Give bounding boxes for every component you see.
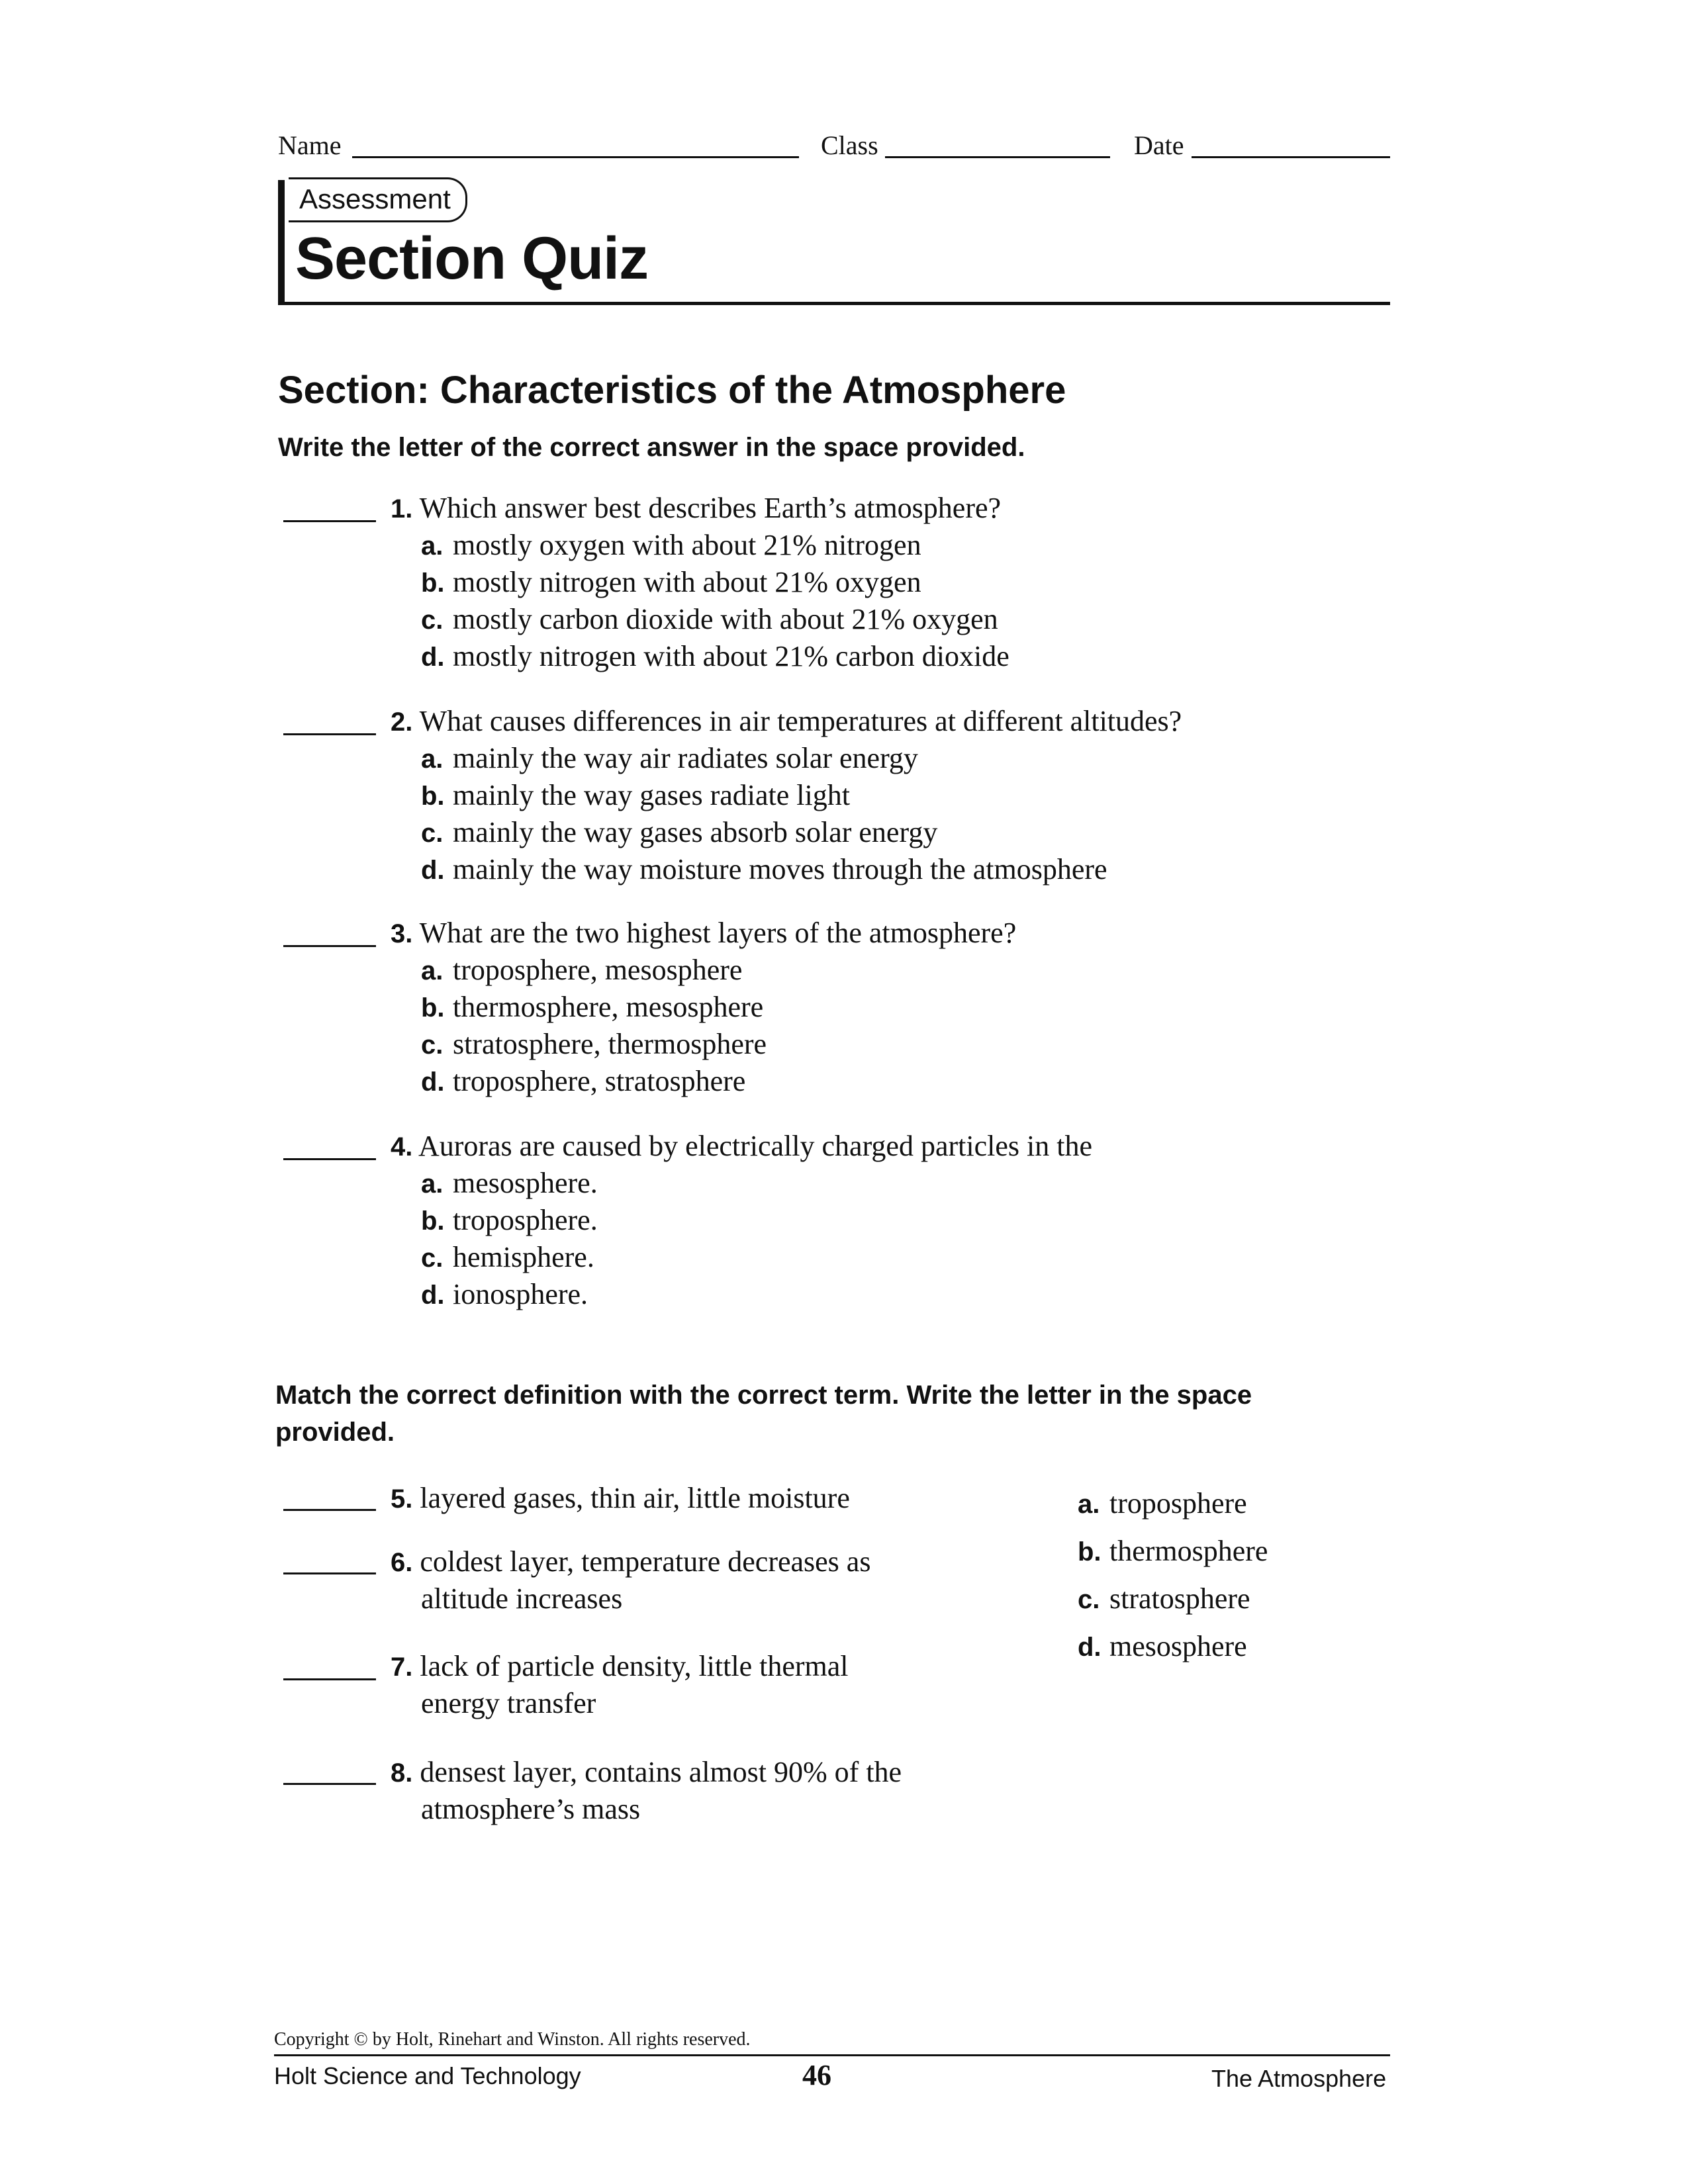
definition-text: [391, 1754, 902, 1792]
option-letter: d.: [421, 643, 445, 672]
answer-blank[interactable]: [283, 1783, 376, 1785]
option-letter: c.: [421, 1030, 444, 1060]
title-rule: [278, 302, 1390, 305]
answer-option: [421, 851, 1107, 889]
term-letter: d.: [1078, 1633, 1102, 1662]
question-text: What are the two highest layers of the atmosphere?: [419, 917, 1017, 949]
term-text: stratosphere: [1109, 1582, 1250, 1615]
option-letter: a.: [421, 956, 444, 985]
question-stem: [391, 490, 1001, 527]
section-instructions: Write the letter of the correct answer in the space provided.: [278, 433, 1025, 462]
matching-instructions-line-2: provided.: [275, 1418, 395, 1447]
answer-option: [421, 1276, 588, 1314]
definition-text: [391, 1480, 850, 1518]
option-letter: b.: [421, 993, 445, 1023]
answer-blank[interactable]: [283, 1678, 376, 1680]
page-number: 46: [802, 2059, 831, 2091]
option-text: thermosphere, mesosphere: [453, 991, 764, 1023]
answer-option: [421, 814, 937, 852]
term-item: [1078, 1533, 1268, 1570]
question-number: 3.: [391, 919, 413, 948]
title-bar-accent: [278, 180, 285, 304]
answer-blank[interactable]: [283, 1158, 376, 1160]
class-label: Class: [821, 130, 878, 160]
definition-line: atmosphere’s mass: [421, 1793, 641, 1825]
answer-blank[interactable]: [283, 520, 376, 522]
question-text: What causes differences in air temperatures at different altitudes?: [419, 705, 1182, 737]
answer-option: [421, 1239, 594, 1277]
option-text: ionosphere.: [453, 1278, 588, 1310]
option-letter: a.: [421, 745, 444, 774]
answer-blank[interactable]: [283, 1572, 376, 1574]
definition-line: altitude increases: [421, 1582, 623, 1615]
question-stem: [391, 1128, 1092, 1165]
question-stem: [391, 915, 1016, 952]
answer-option: [421, 564, 921, 602]
question-number: 2.: [391, 707, 413, 737]
chapter-title: The Atmosphere: [1211, 2065, 1387, 2092]
option-letter: c.: [421, 1244, 444, 1273]
date-label: Date: [1134, 130, 1184, 160]
question-stem: [391, 703, 1182, 741]
question-number: 1.: [391, 494, 413, 523]
option-text: mostly nitrogen with about 21% carbon dioxide: [453, 640, 1009, 672]
option-text: troposphere, mesosphere: [453, 954, 743, 986]
answer-option: [421, 601, 998, 639]
term-letter: c.: [1078, 1585, 1100, 1614]
answer-blank[interactable]: [283, 733, 376, 735]
option-text: hemisphere.: [453, 1241, 594, 1273]
definition-line: coldest layer, temperature decreases as: [420, 1545, 871, 1578]
term-text: mesosphere: [1109, 1630, 1247, 1662]
option-letter: b.: [421, 569, 445, 598]
page-title: Section Quiz: [295, 226, 649, 292]
name-field[interactable]: [352, 156, 799, 158]
option-text: mostly carbon dioxide with about 21% oxygen: [453, 603, 998, 635]
answer-option: [421, 1026, 767, 1064]
answer-option: [421, 1165, 598, 1203]
question-number: 4.: [391, 1132, 413, 1161]
option-text: troposphere.: [453, 1204, 598, 1236]
definition-line: energy transfer: [421, 1687, 596, 1719]
option-text: troposphere, stratosphere: [453, 1065, 746, 1097]
copyright-notice: Copyright © by Holt, Rinehart and Winston. All rights reserved.: [274, 2029, 751, 2050]
term-letter: a.: [1078, 1490, 1100, 1519]
definition-text: [391, 1648, 849, 1686]
item-number: 5.: [391, 1484, 413, 1514]
term-text: thermosphere: [1109, 1535, 1268, 1567]
option-letter: c.: [421, 606, 444, 635]
definition-text: [391, 1543, 870, 1581]
option-text: mostly oxygen with about 21% nitrogen: [453, 529, 921, 561]
item-number: 7.: [391, 1653, 413, 1682]
term-item: [1078, 1580, 1250, 1618]
option-letter: d.: [421, 1068, 445, 1097]
section-title: Section: Characteristics of the Atmosphere: [278, 369, 1066, 412]
item-number: 8.: [391, 1758, 413, 1788]
question-text: Auroras are caused by electrically charged particles in the: [418, 1130, 1092, 1162]
answer-option: [421, 777, 850, 815]
class-field[interactable]: [885, 156, 1110, 158]
option-letter: b.: [421, 782, 445, 811]
definition-line: lack of particle density, little thermal: [420, 1650, 849, 1682]
date-field[interactable]: [1192, 156, 1390, 158]
option-letter: d.: [421, 1281, 445, 1310]
answer-option: [421, 1202, 598, 1240]
option-text: stratosphere, thermosphere: [453, 1028, 767, 1060]
definition-line: densest layer, contains almost 90% of the: [420, 1756, 902, 1788]
term-item: [1078, 1628, 1247, 1666]
option-text: mesosphere.: [453, 1167, 598, 1199]
answer-option: [421, 527, 921, 565]
assessment-badge: Assessment: [289, 177, 467, 222]
term-text: troposphere: [1109, 1487, 1247, 1520]
option-letter: b.: [421, 1206, 445, 1236]
answer-option: [421, 952, 742, 989]
footer-rule: [274, 2054, 1390, 2056]
option-text: mainly the way gases radiate light: [453, 779, 850, 811]
option-letter: a.: [421, 1169, 444, 1199]
term-letter: b.: [1078, 1537, 1102, 1567]
definition-line: layered gases, thin air, little moisture: [420, 1482, 850, 1514]
matching-instructions-line-1: Match the correct definition with the correct term. Write the letter in the space: [275, 1381, 1252, 1410]
option-letter: c.: [421, 819, 444, 848]
question-text: Which answer best describes Earth’s atmosphere?: [419, 492, 1002, 524]
term-item: [1078, 1485, 1247, 1523]
option-letter: d.: [421, 856, 445, 885]
answer-option: [421, 1063, 745, 1101]
option-letter: a.: [421, 531, 444, 561]
option-text: mainly the way moisture moves through the atmosphere: [453, 853, 1107, 886]
publisher-name: Holt Science and Technology: [274, 2062, 581, 2089]
item-number: 6.: [391, 1548, 413, 1577]
option-text: mainly the way gases absorb solar energy: [453, 816, 938, 848]
answer-option: [421, 989, 763, 1026]
option-text: mainly the way air radiates solar energy: [453, 742, 918, 774]
answer-blank[interactable]: [283, 945, 376, 947]
answer-option: [421, 638, 1009, 676]
answer-option: [421, 740, 918, 778]
answer-blank[interactable]: [283, 1509, 376, 1511]
option-text: mostly nitrogen with about 21% oxygen: [453, 566, 921, 598]
name-label: Name: [278, 130, 342, 160]
